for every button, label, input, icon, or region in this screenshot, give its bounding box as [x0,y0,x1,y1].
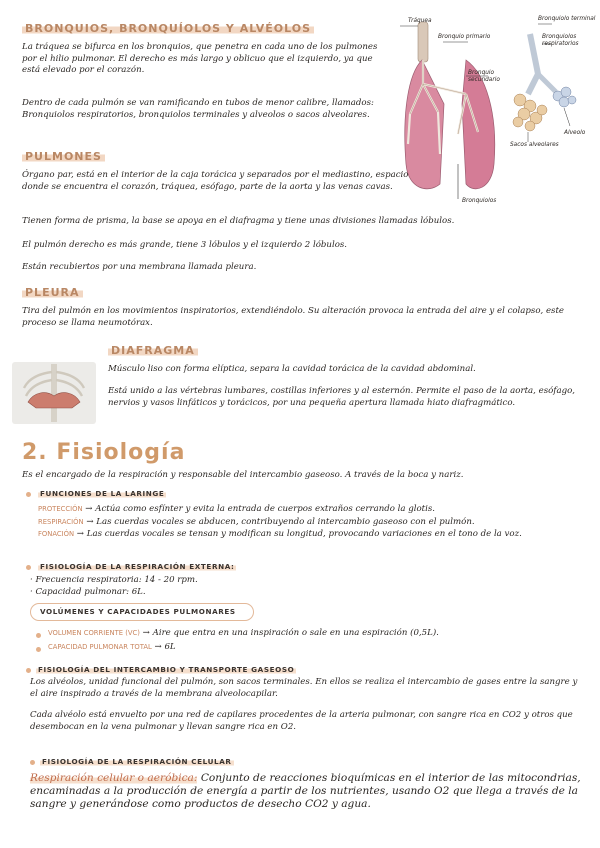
text-capacidad-total: 6L [164,642,176,652]
paragraph-celular [30,772,586,811]
heading-laringe-text: FUNCIONES DE LA LARINGE [40,489,165,498]
label-bronquiolos-respiratorios: Bronquiolos respiratorios [542,34,579,47]
tag-fonacion: FONACIÓN [38,530,75,538]
bullet-intercambio [26,668,31,673]
label-bronquio-primario: Bronquio primario [438,34,491,40]
list-item: RESPIRACIÓN → Las cuerdas vocales se abducen, contribuyendo al intercambio gaseoso con el pulmón. [38,516,475,527]
heading-externa [38,562,236,571]
label-bronquiolos: Bronquiolos [462,198,497,204]
paragraph-forma: Tienen forma de prisma, la base se apoya en el diafragma y tiene unas divisiones llamadas lóbulos. [22,216,455,226]
bullet-volumen [36,633,41,638]
heading-diafragma [108,344,198,357]
paragraph-derecho: El pulmón derecho es más grande, tiene 3 lóbulos y el izquierdo 2 lóbulos. [22,240,348,250]
heading-pleura-text: PLEURA [22,286,83,299]
tag-proteccion: PROTECCIÓN [38,505,83,513]
text-volumen-corriente: Aire que entra en una inspiración o sale en una espiración (0,5L). [152,628,439,638]
paragraph-tira: Tira del pulmón en los movimientos inspiratorios, extendiéndolo. Su alteración provoca la entrada del aire y el colapso, este proceso se llama neumotórax. [22,306,565,328]
bullet-laringe [26,492,31,497]
tag-volumen-corriente: VOLUMEN CORRIENTE (VC) [48,629,140,637]
label-alveolo: Alveolo [564,130,586,136]
label-bronquio-secundario: Bronquio secundario [468,70,500,83]
tag-respiracion: RESPIRACIÓN [38,517,84,526]
list-item: VOLUMEN CORRIENTE (VC) → Aire que entra en una inspiración o sale en una espiración (0,5L). [48,628,439,638]
paragraph-unido: Está unido a las vértebras lumbares, costillas inferiores y al esternón. Permite el paso de la aorta, esófago, nervios y vasos linfáticos y torácicos, por una pequeña apertura llamada hiato diafragmático. [108,386,576,408]
heading-celular [40,757,234,766]
list-item: FONACIÓN → Las cuerdas vocales se tensan y modifican su longitud, provocando variaciones en el tono de la voz. [38,529,522,539]
heading-bronquios [22,22,314,35]
heading-celular-text: FISIOLOGÍA DE LA RESPIRACIÓN CELULAR [42,757,232,766]
heading-pulmones [22,150,105,163]
heading-fisiologia: 2. Fisiología [22,440,186,465]
alveoli-illustration [508,14,596,164]
paragraph-cada: Cada alvéolo está envuelto por una red de capilares procedentes de la arteria pulmonar, con sangre rica en CO2 y otros que desembocan en la vena pulmonar y llevan sangre rica en O2. [30,710,573,732]
heading-externa-text: FISIOLOGÍA DE LA RESPIRACIÓN EXTERNA: [40,562,235,571]
lungs-illustration [398,14,508,214]
paragraph-organo: Órgano par, está en el interior de la caja torácica y separados por el mediastino, espacio donde se encuentra el corazón, tráquea, esófago, parte de la aorta y las venas cavas. [22,170,409,192]
paragraph-recubiertos: Están recubiertos por una membrana llamada pleura. [22,262,257,272]
tag-capacidad-total: CAPACIDAD PULMONAR TOTAL [48,643,152,651]
list-item: · Capacidad pulmonar: 6L. [30,587,146,597]
label-traquea: Tráquea [408,18,432,24]
tag-respiracion-celular: Respiración celular o aeróbica: [30,772,198,784]
bullet-capacidad [36,647,41,652]
lungs-icon [398,14,508,214]
diaphragm-icon [12,362,96,424]
heading-intercambio-text: FISIOLOGÍA DEL INTERCAMBIO Y TRANSPORTE GASEOSO [38,665,295,674]
list-item: PROTECCIÓN → Actúa como esfínter y evita la entrada de cuerpos extraños cerrando la glotis. [38,504,436,514]
heading-intercambio [36,665,296,674]
laringe-list [38,504,586,541]
diaphragm-illustration [12,362,96,424]
text-fonacion: Las cuerdas vocales se tensan y modifican su longitud, provocando variaciones en el tono de la voz. [86,529,522,539]
heading-bronquios-text: BRONQUIOS, BRONQUÍOLOS Y ALVÉOLOS [22,22,314,35]
paragraph-ramifican: Dentro de cada pulmón se van ramificando en tubos de menor calibre, llamados: Bronquiolos respiratorios, bronquiolos terminales y alveolos o sacos alveolares. [22,98,374,120]
heading-volumenes: VOLÚMENES Y CAPACIDADES PULMONARES [40,607,236,616]
paragraph-traquea: La tráquea se bifurca en los bronquios, que penetra en cada uno de los pulmones por el hilio pulmonar. El derecho es más largo y oblicuo que el izquierdo, ya que está elevado por el corazón. [22,42,378,75]
text-proteccion: Actúa como esfínter y evita la entrada de cuerpos extraños cerrando la glotis. [95,504,436,514]
heading-pulmones-text: PULMONES [22,150,105,163]
list-item: CAPACIDAD PULMONAR TOTAL → 6L [48,642,176,652]
bullet-externa [26,565,31,570]
label-sacos-alveolares: Sacos alveolares [510,142,559,148]
bullet-celular [30,760,35,765]
text-respiracion-celular: Conjunto de reacciones bioquímicas en el interior de las mitocondrias, encaminadas a la producción de energía a partir de los nutrientes, usando O2 que llega a través de la sangre y generándose como productos de desecho CO2 y agua. [30,772,581,810]
list-item: · Frecuencia respiratoria: 14 - 20 rpm. [30,575,198,585]
heading-laringe [38,489,166,498]
heading-pleura [22,286,83,299]
heading-diafragma-text: DIAFRAGMA [108,344,198,357]
paragraph-alveolos: Los alvéolos, unidad funcional del pulmón, son sacos terminales. En ellos se realiza el intercambio de gases entre la sangre y el aire inspirado a través de la membrana alveolocapilar. [30,677,578,699]
paragraph-musculo: Músculo liso con forma elíptica, separa la cavidad torácica de la cavidad abdominal. [108,364,476,374]
text-respiracion: Las cuerdas vocales se abducen, contribuyendo al intercambio gaseoso con el pulmón. [96,516,475,527]
label-bronquiolo-terminal: Bronquiolo terminal [538,16,596,22]
paragraph-encargado: Es el encargado de la respiración y responsable del intercambio gaseoso. A través de la boca y nariz. [22,470,464,480]
